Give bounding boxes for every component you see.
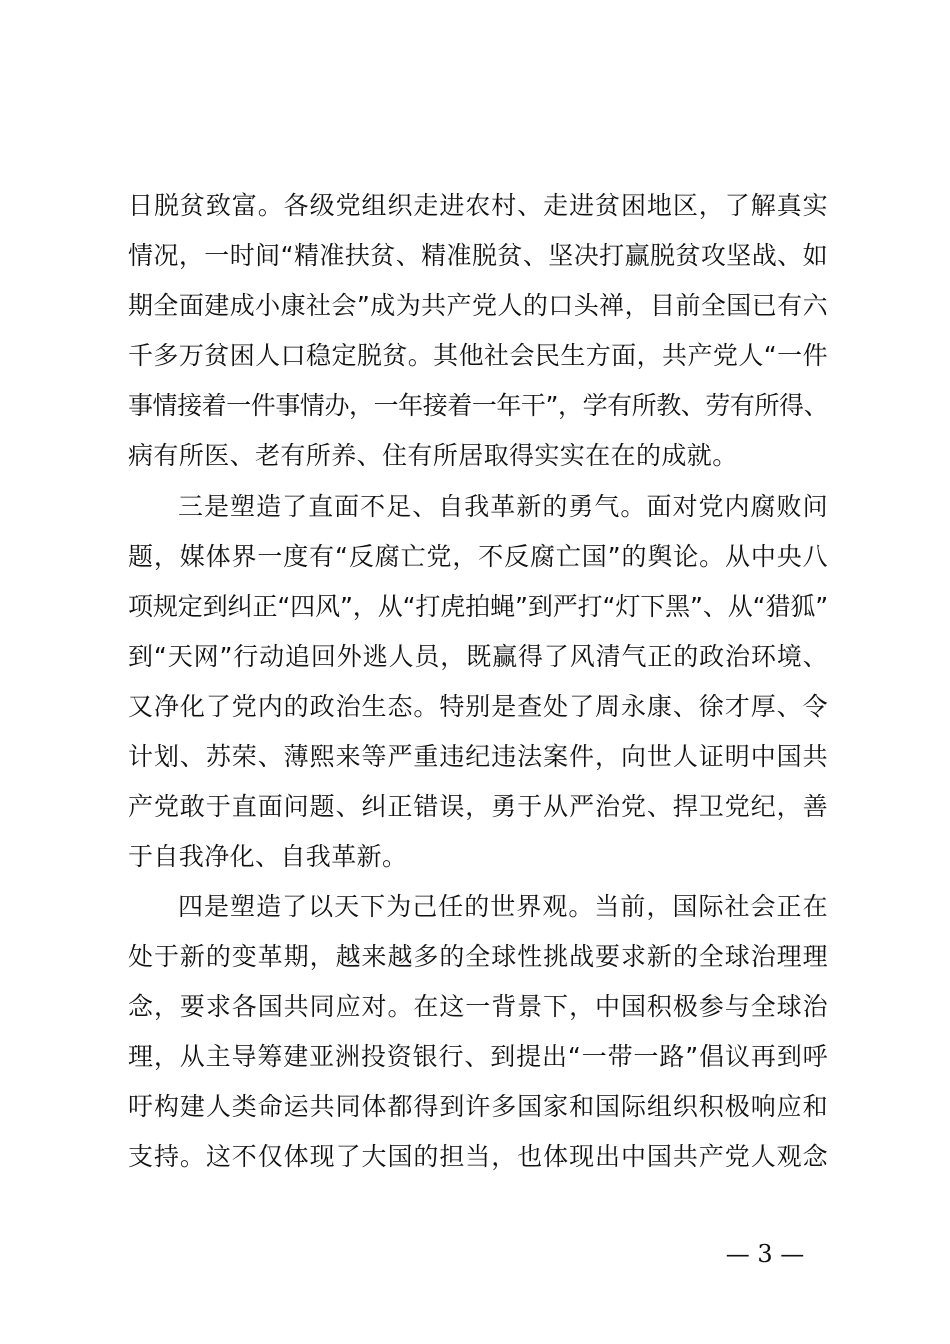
paragraph-start-line: 四是塑造了以天下为己任的世界观。当前，国际社会正在 bbox=[178, 892, 828, 921]
text-line: 题，媒体界一度有“反腐亡党，不反腐亡国”的舆论。从中央八 bbox=[128, 542, 828, 571]
paragraph-start-line: 三是塑造了直面不足、自我革新的勇气。面对党内腐败问 bbox=[178, 492, 828, 521]
text-line: 到“天网”行动追回外逃人员，既赢得了风清气正的政治环境、 bbox=[128, 642, 828, 671]
text-line: 产党敢于直面问题、纠正错误，勇于从严治党、捍卫党纪，善 bbox=[128, 792, 828, 821]
text-line: 于自我净化、自我革新。 bbox=[128, 842, 408, 871]
page-number: — 3 — bbox=[725, 1240, 805, 1268]
text-line: 情况，一时间“精准扶贫、精准脱贫、坚决打赢脱贫攻坚战、如 bbox=[128, 241, 828, 270]
text-line: 计划、苏荣、薄熙来等严重违纪违法案件，向世人证明中国共 bbox=[128, 742, 828, 771]
text-line: 处于新的变革期，越来越多的全球性挑战要求新的全球治理理 bbox=[128, 942, 828, 971]
text-line: 期全面建成小康社会”成为共产党人的口头禅，目前全国已有六 bbox=[128, 291, 828, 320]
text-line: 日脱贫致富。各级党组织走进农村、走进贫困地区，了解真实 bbox=[128, 191, 828, 220]
text-line: 又净化了党内的政治生态。特别是查处了周永康、徐才厚、令 bbox=[128, 692, 828, 721]
text-line: 千多万贫困人口稳定脱贫。其他社会民生方面，共产党人“一件 bbox=[128, 341, 828, 370]
text-line: 项规定到纠正“四风”，从“打虎拍蝇”到严打“灯下黑”、从“猎狐” bbox=[128, 592, 828, 621]
text-line: 吁构建人类命运共同体都得到许多国家和国际组织积极响应和 bbox=[128, 1092, 828, 1121]
text-line: 理，从主导筹建亚洲投资银行、到提出“一带一路”倡议再到呼 bbox=[128, 1042, 828, 1071]
text-line: 支持。这不仅体现了大国的担当，也体现出中国共产党人观念 bbox=[128, 1142, 828, 1171]
text-line: 念，要求各国共同应对。在这一背景下，中国积极参与全球治 bbox=[128, 992, 828, 1021]
text-line: 事情接着一件事情办，一年接着一年干”，学有所教、劳有所得、 bbox=[128, 391, 828, 420]
text-line: 病有所医、老有所养、住有所居取得实实在在的成就。 bbox=[128, 441, 738, 470]
